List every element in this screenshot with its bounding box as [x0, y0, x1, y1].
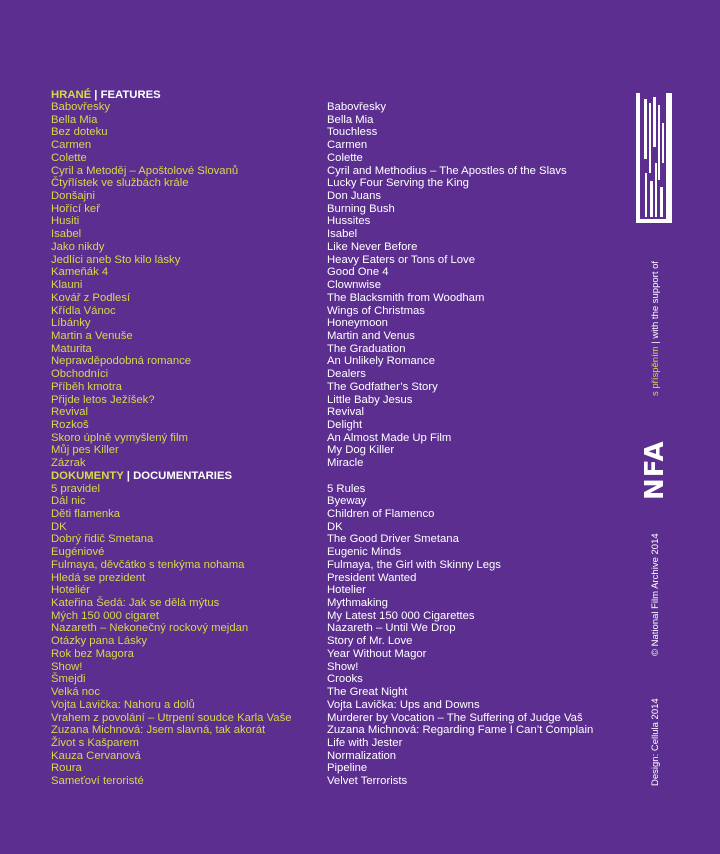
film-title-en: 5 Rules [327, 482, 366, 495]
features-list [51, 101, 631, 470]
film-title-en: The Godfather’s Story [327, 380, 438, 393]
film-row [51, 559, 631, 572]
film-row [51, 712, 631, 725]
film-row [51, 724, 631, 737]
film-row [51, 762, 631, 775]
film-title-en: DK [327, 520, 343, 533]
film-title-cz: Nepravděpodobná romance [51, 355, 192, 368]
film-row [51, 572, 631, 585]
film-title-en: Mythmaking [327, 597, 388, 610]
film-row [51, 432, 631, 445]
film-title-cz: Bez doteku [51, 126, 108, 139]
support-label [650, 261, 661, 396]
film-title-en: Cyril and Methodius – The Apostles of the Slavs [327, 164, 567, 177]
film-title-cz: Hoteliér [51, 584, 90, 597]
film-title-cz: Jako nikdy [51, 240, 105, 253]
film-row [51, 177, 631, 190]
film-title-cz: Revival [51, 406, 89, 419]
film-row [51, 495, 631, 508]
film-row [51, 406, 631, 419]
film-title-cz: Fulmaya, děvčátko s tenkýma nohama [51, 558, 245, 571]
film-title-cz: Kameňák 4 [51, 266, 109, 279]
film-title-en: Touchless [327, 126, 378, 139]
film-title-en: Hotelier [327, 584, 366, 597]
film-title-cz: Šmejdi [51, 673, 86, 686]
film-title-en: Wings of Christmas [327, 304, 425, 317]
film-title-cz: Mých 150 000 cigaret [51, 609, 160, 622]
film-title-en: Like Never Before [327, 240, 418, 253]
film-title-cz: Roura [51, 762, 82, 775]
film-title-cz: Příběh kmotra [51, 380, 122, 393]
film-title-cz: Křídla Vánoc [51, 304, 116, 317]
features-heading-cz: HRANÉ [51, 89, 92, 101]
film-title-cz: Nazareth – Nekonečný rockový mejdan [51, 622, 249, 635]
film-row [51, 546, 631, 559]
film-title-cz: Kauza Cervanová [51, 749, 141, 762]
film-row [51, 508, 631, 521]
film-title-cz: Skoro úplně vymyšlený film [51, 431, 188, 444]
film-title-en: Miracle [327, 457, 364, 470]
film-title-cz: Vojta Lavička: Nahoru a dolů [51, 698, 195, 711]
film-title-en: Children of Flamenco [327, 508, 435, 520]
film-title-cz: Rok bez Magora [51, 647, 134, 660]
film-title-en: Murderer by Vocation – The Suffering of Judge Vaš [327, 711, 583, 724]
film-title-en: Little Baby Jesus [327, 393, 413, 406]
documentaries-heading-en: DOCUMENTARIES [133, 469, 233, 482]
film-row [51, 343, 631, 356]
film-row [51, 101, 631, 114]
film-title-en: Martin and Venus [327, 329, 415, 342]
film-title-cz: Show! [51, 660, 83, 673]
film-title-en: Hussites [327, 215, 371, 228]
support-label-en: with the support of [650, 260, 661, 339]
film-title-en: Normalization [327, 749, 397, 762]
film-title-en: My Latest 150 000 Cigarettes [327, 609, 475, 622]
film-row [51, 305, 631, 318]
features-heading [51, 87, 631, 101]
film-title-en: Good One 4 [327, 266, 389, 279]
film-title-cz: Donšajni [51, 190, 95, 203]
film-title-en: Burning Bush [327, 202, 395, 215]
film-title-cz: Isabel [51, 228, 82, 241]
film-title-cz: Líbánky [51, 317, 91, 330]
film-title-en: Honeymoon [327, 317, 388, 330]
film-row [51, 673, 631, 686]
film-title-cz: Život s Kašparem [51, 736, 139, 749]
film-title-en: Don Juans [327, 190, 382, 203]
features-heading-separator: | [91, 89, 101, 101]
film-row [51, 444, 631, 457]
film-title-cz: DK [51, 520, 67, 533]
film-title-cz: Dobrý řidič Smetana [51, 533, 154, 546]
film-title-en: Revival [327, 406, 365, 419]
film-title-cz: Jedlíci aneb Sto kilo lásky [51, 253, 181, 266]
film-title-cz: 5 pravidel [51, 482, 100, 495]
documentaries-heading-separator: | [123, 469, 134, 482]
film-title-cz: Čtyřlístek ve službách krále [51, 177, 189, 190]
film-title-en: Crooks [327, 673, 363, 686]
support-label-cz: s příspěním [650, 346, 661, 396]
film-row [51, 775, 631, 788]
film-row [51, 661, 631, 674]
film-row [51, 394, 631, 407]
film-title-en: Colette [327, 151, 363, 164]
film-title-en: Byeway [327, 495, 367, 508]
film-title-en: Zuzana Michnová: Regarding Fame I Can’t Complain [327, 724, 594, 737]
film-row [51, 292, 631, 305]
film-row [51, 228, 631, 241]
film-title-en: Story of Mr. Love [327, 635, 413, 648]
film-title-cz: Sameťoví teroristé [51, 775, 144, 788]
film-row [51, 597, 631, 610]
film-title-en: Bella Mia [327, 113, 374, 126]
state-cinematography-fund-logo [636, 93, 672, 223]
film-row [51, 419, 631, 432]
film-title-cz: Carmen [51, 139, 92, 152]
film-row [51, 330, 631, 343]
film-row [51, 203, 631, 216]
film-title-cz: Babovřesky [51, 101, 111, 113]
film-title-en: Year Without Magor [327, 647, 427, 660]
film-title-en: Nazareth – Until We Drop [327, 622, 456, 635]
film-title-en: Dealers [327, 368, 366, 381]
film-row [51, 635, 631, 648]
film-row [51, 317, 631, 330]
film-title-cz: Colette [51, 151, 87, 164]
film-row [51, 457, 631, 470]
film-title-en: An Almost Made Up Film [327, 431, 452, 444]
film-title-en: Lucky Four Serving the King [327, 177, 469, 190]
film-title-en: Vojta Lavička: Ups and Downs [327, 698, 480, 711]
film-title-cz: Velká noc [51, 686, 100, 699]
film-title-cz: Zuzana Michnová: Jsem slavná, tak akorát [51, 724, 266, 737]
film-title-cz: Bella Mia [51, 113, 98, 126]
film-title-cz: Kovář z Podlesí [51, 291, 131, 304]
documentaries-list [51, 483, 631, 788]
film-row [51, 152, 631, 165]
nfa-logo: NFA [640, 440, 670, 500]
film-title-cz: Vrahem z povolání – Utrpení soudce Karla Vaše [51, 711, 292, 724]
film-title-en: Heavy Eaters or Tons of Love [327, 253, 475, 266]
film-title-cz: Rozkoš [51, 418, 89, 431]
film-title-cz: Zázrak [51, 457, 86, 470]
film-title-en: Babovřesky [327, 101, 387, 113]
film-title-en: Pipeline [327, 762, 368, 775]
film-row [51, 254, 631, 267]
film-row [51, 750, 631, 763]
film-row [51, 533, 631, 546]
film-title-cz: Hořící keř [51, 202, 100, 215]
film-title-cz: Husiti [51, 215, 80, 228]
film-row [51, 266, 631, 279]
film-title-cz: Eugéniové [51, 546, 105, 559]
film-title-en: Show! [327, 660, 359, 673]
film-title-cz: Můj pes Killer [51, 444, 119, 457]
film-title-en: An Unlikely Romance [327, 355, 435, 368]
film-row [51, 622, 631, 635]
film-row [51, 381, 631, 394]
film-title-en: Eugenic Minds [327, 546, 402, 559]
documentaries-heading-cz: DOKUMENTY [51, 469, 124, 482]
features-heading-en: FEATURES [100, 89, 161, 101]
film-row [51, 165, 631, 178]
film-title-en: Life with Jester [327, 736, 403, 749]
film-row [51, 483, 631, 496]
film-row [51, 584, 631, 597]
film-title-cz: Obchodníci [51, 368, 109, 381]
design-credit: Design: Cellula 2014 [650, 698, 661, 786]
film-title-cz: Cyril a Metoděj – Apoštolové Slovanů [51, 164, 239, 177]
film-title-en: Delight [327, 418, 363, 431]
film-row [51, 699, 631, 712]
film-row [51, 737, 631, 750]
film-list [51, 87, 631, 788]
film-row [51, 190, 631, 203]
film-title-en: The Blacksmith from Woodham [327, 291, 485, 304]
film-row [51, 215, 631, 228]
film-row [51, 368, 631, 381]
film-row [51, 521, 631, 534]
film-row [51, 241, 631, 254]
film-row [51, 610, 631, 623]
film-title-en: The Good Driver Smetana [327, 533, 459, 546]
film-row [51, 279, 631, 292]
film-row [51, 126, 631, 139]
film-title-en: Fulmaya, the Girl with Skinny Legs [327, 558, 501, 571]
film-row [51, 114, 631, 127]
support-label-separator: | [650, 338, 661, 347]
film-title-en: Isabel [327, 228, 358, 241]
film-title-en: Clownwise [327, 279, 381, 292]
film-title-cz: Maturita [51, 342, 92, 355]
film-title-cz: Dál nic [51, 495, 86, 508]
film-title-cz: Děti flamenka [51, 508, 121, 520]
documentaries-heading [51, 470, 631, 483]
film-row [51, 686, 631, 699]
film-row [51, 355, 631, 368]
film-title-en: The Great Night [327, 686, 408, 699]
film-row [51, 648, 631, 661]
film-title-en: Velvet Terrorists [327, 775, 408, 788]
film-title-cz: Hledá se prezident [51, 571, 146, 584]
film-title-en: The Graduation [327, 342, 406, 355]
film-title-cz: Kateřina Šedá: Jak se dělá mýtus [51, 597, 220, 610]
film-row [51, 139, 631, 152]
film-title-cz: Přijde letos Ježíšek? [51, 393, 155, 406]
nfa-copyright: © National Film Archive 2014 [650, 533, 661, 656]
film-title-cz: Otázky pana Lásky [51, 635, 148, 648]
film-title-cz: Klauni [51, 279, 83, 292]
film-title-en: My Dog Killer [327, 444, 395, 457]
film-title-cz: Martin a Venuše [51, 329, 133, 342]
film-title-en: Carmen [327, 139, 368, 152]
film-title-en: President Wanted [327, 571, 417, 584]
